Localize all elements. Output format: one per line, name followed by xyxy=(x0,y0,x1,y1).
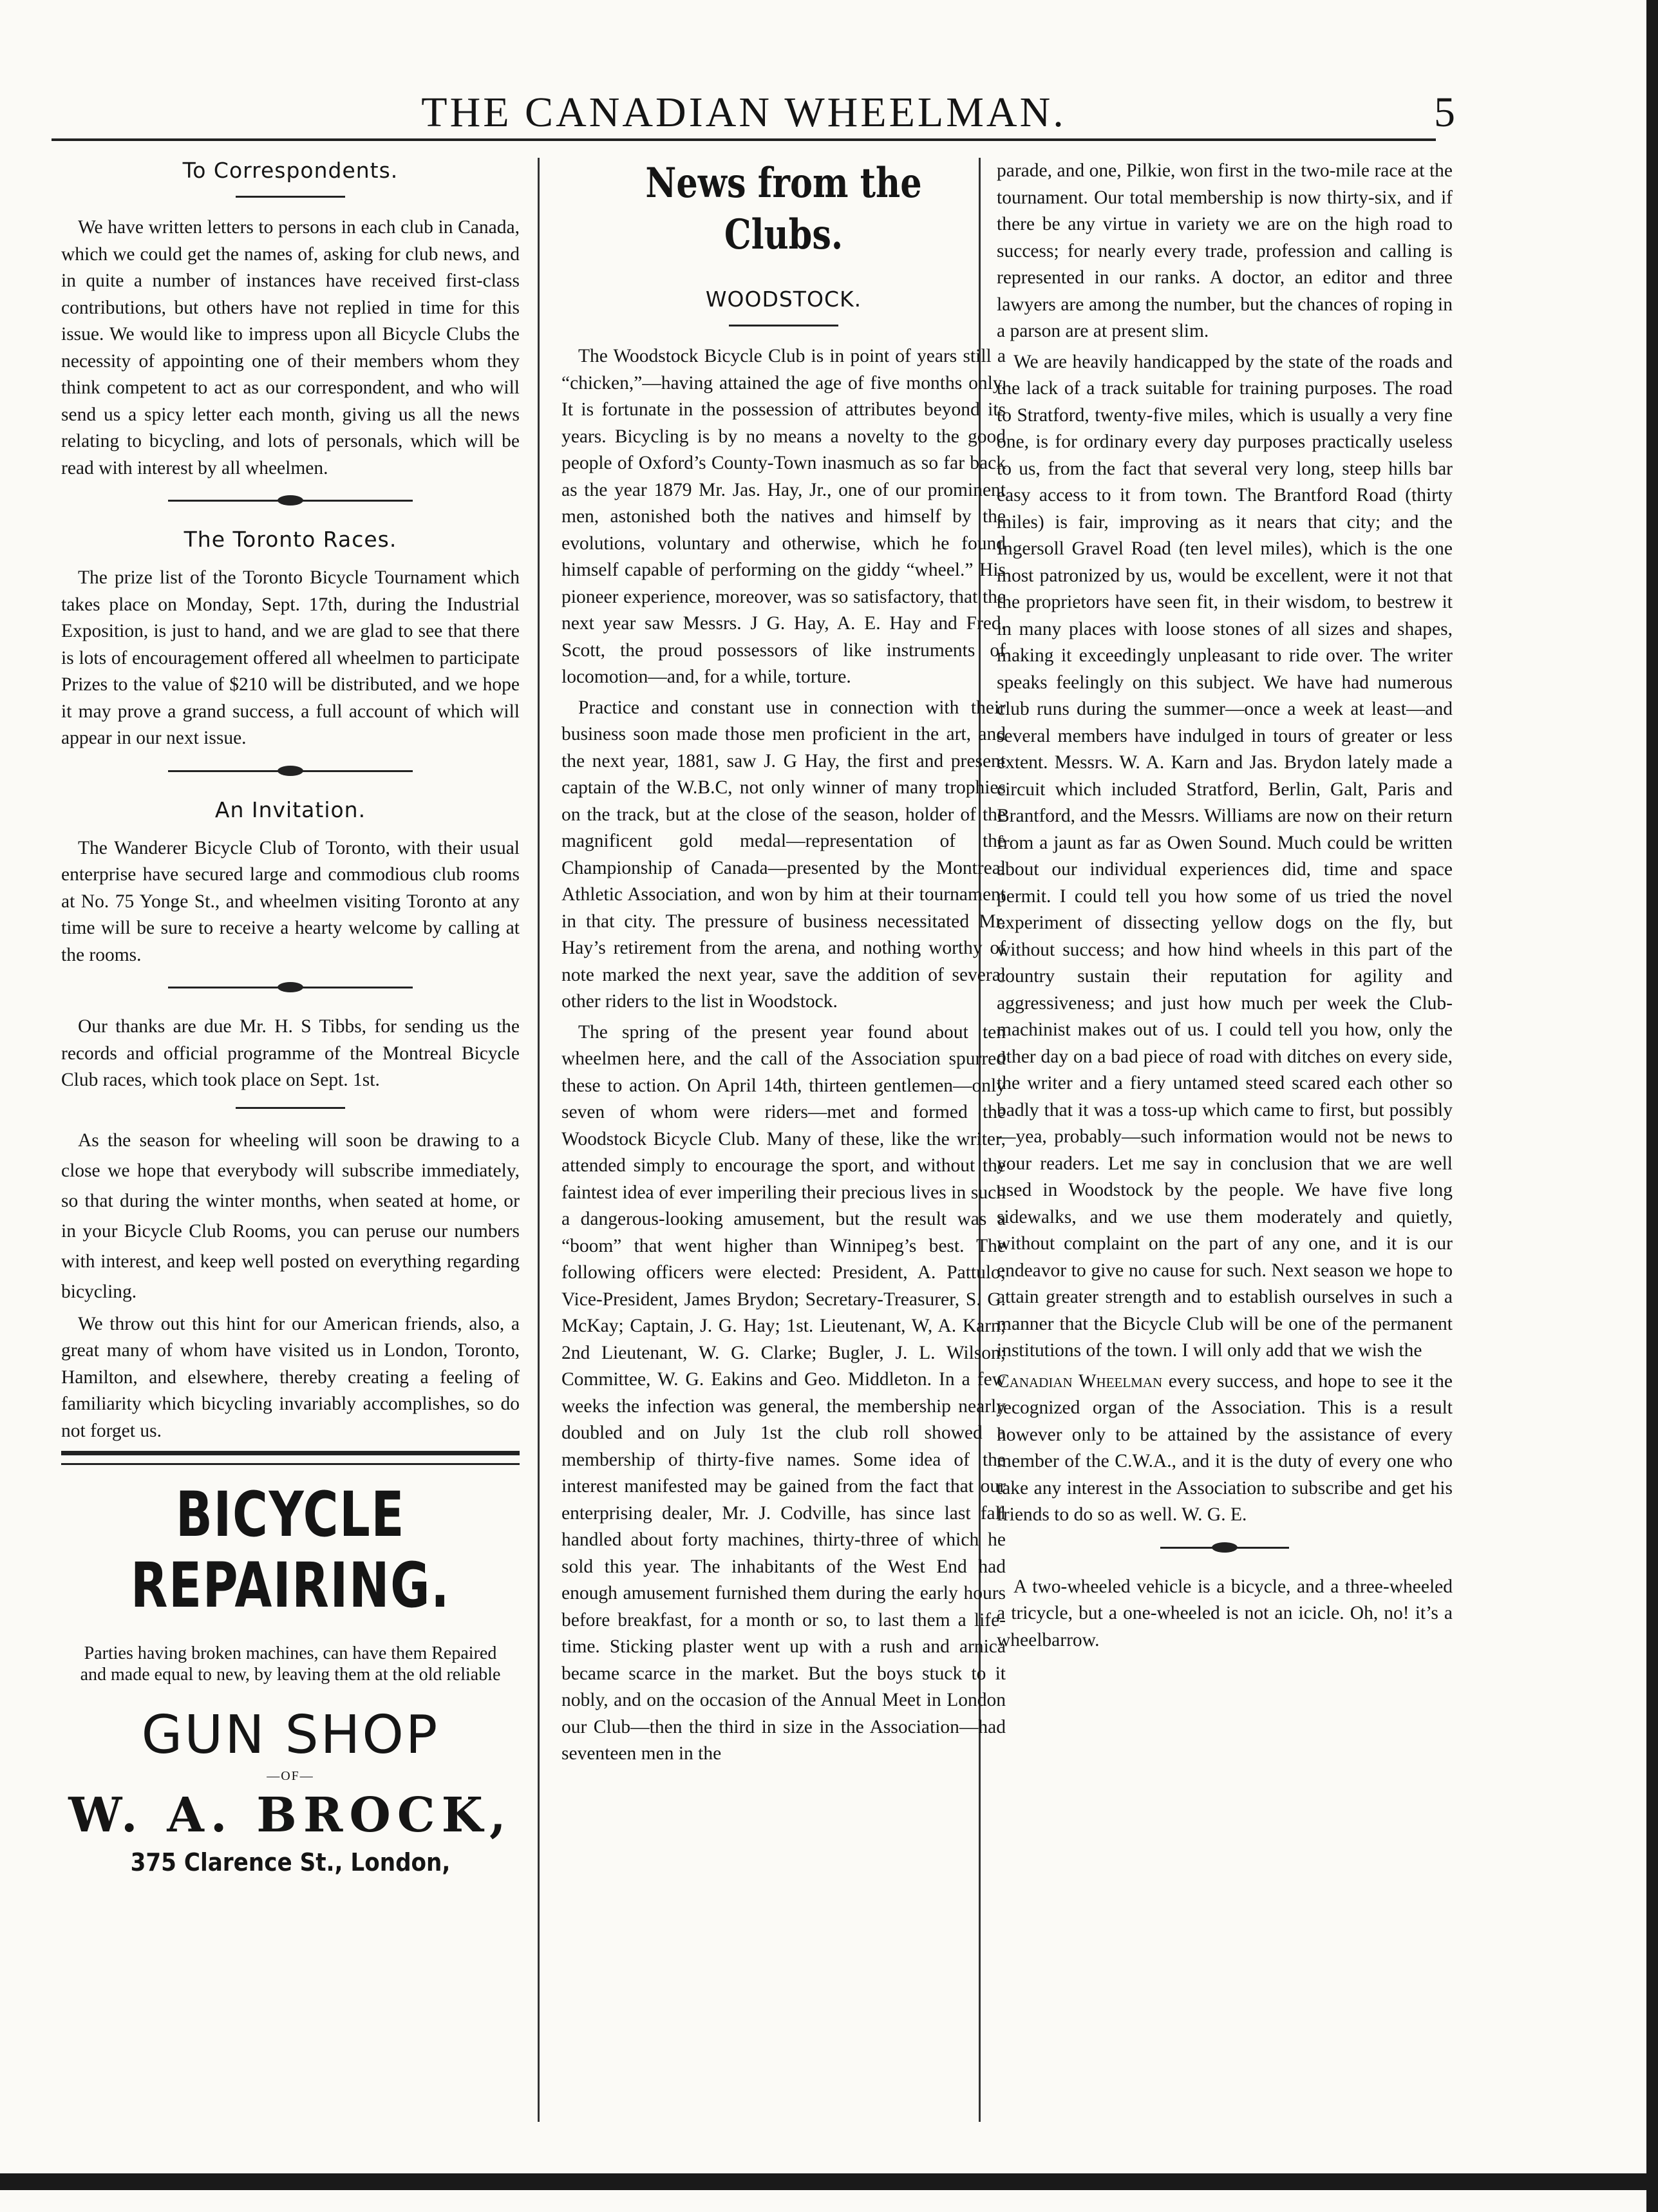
ad-rule-thin xyxy=(61,1463,520,1465)
woodstock-paragraph: Practice and constant use in connection with their business soon made those men proficient in the art, and the next year, 1881, saw J. G Hay, the first and present captain of the W.B.C, not only winner of many trophies on the track, but at the close of the season, holder of the magnificent gold medal—representation of the Championship of Canada—presented by the Montreal Athletic Association, and won by him at their tournament in that city. The pressure of business necessitated Mr. Hay’s retirement from the arena, and nothing worthy of note marked the next year, save the addition of several other riders to the list in Woodstock. xyxy=(561,697,1006,1012)
page-header xyxy=(52,87,1455,141)
column-left xyxy=(61,158,520,2122)
section-ornament xyxy=(168,764,413,778)
woodstock-paragraph: The Woodstock Bicycle Club is in point of years still a “chicken,”—having attained the age of five months only. It is fortunate in the possession of attributes beyond its years. Bicycling is by no means a novelty to the good people of Oxford’s County-Town inasmuch as so far back as the year 1879 Mr. Jas. Hay, Jr., one of our prominent men, astonished both the natives and himself by the evolutions, voluntary and otherwise, which he found himself capable of performing on the giddy “wheel.” His pioneer experience, moreover, was so satisfactory, that the next year saw Messrs. J G. Hay, A. E. Hay and Fred. Scott, the proud possessors of like instruments of locomotion—and, for a while, torture. xyxy=(561,346,1006,687)
woodstock-closing xyxy=(997,1368,1453,1529)
ad-proprietor: W. A. BROCK, xyxy=(68,1788,513,1843)
divider-rule xyxy=(236,1107,345,1109)
ad-rule-thick xyxy=(61,1451,520,1455)
woodstock-paragraph: The spring of the present year found about ten wheelmen here, and the call of the Association spurred these to action. On April 14th, thirteen gentlemen—only seven of whom were riders—met and formed the Woodstock Bicycle Club. Many of these, like the writer, attended simply to encourage the sport, and without the faintest idea of ever imperiling their precious lives in such a dangerous-looking amusement, but the result was a “boom” that went higher than Winnipeg’s best. The following officers were elected: President, A. Pattulo; Vice-President, James Brydon; Secretary-Treasurer, S. G. McKay; Captain, J. G. Hay; 1st. Lieutenant, W, A. Karn; 2nd Lieutenant, W. G. Clarke; Bugler, J. L. Wilson; Committee, W. G. Eakins and Geo. Middleton. In a few weeks the infection was general, the membership nearly doubled and on July 1st the club roll showed a membership of thirty-five names. Some idea of the interest manifested may be gained from the fact that our enterprising dealer, Mr. J. Codville, has since last fall handled about forty machines, thirty-three of which he sold this year. The inhabitants of the West End had enough amusement furnished them during the early hours before breakfast, for a month or so, to last them a life-time. Sticking plaster went up with a rush and arnica became scarce in the market. But the boys stuck to it nobly, and on the occasion of the Annual Meet in London our Club—then the third in size in the Association—had seventeen men in the xyxy=(561,1021,1006,1764)
woodstock-continued: parade, and one, Pilkie, won first in the two-mile race at the tournament. Our total membership is now thirty-six, and if there be any virtue in variety we are on the high road to success; for nearly every trade, profession and calling is represented in our ranks. A doctor, an editor and three lawyers are among the number, but the chances of roping in a parson are at present slim. xyxy=(997,160,1453,341)
heading-rule xyxy=(236,196,345,198)
thanks-text: Our thanks are due Mr. H. S Tibbs, for sending us the records and official programme of the Montreal Bicycle Club races, which took place on Sept. 1st. xyxy=(61,1016,520,1090)
section-ornament xyxy=(168,493,413,507)
heading-rule xyxy=(729,325,838,326)
wheelman-name: Canadian Wheelman xyxy=(997,1370,1163,1392)
ad-body: Parties having broken machines, can have them Repaired and made equal to new, by leaving them at the old reliable xyxy=(80,1643,501,1685)
column-middle xyxy=(561,158,1006,2122)
invitation-text: The Wanderer Bicycle Club of Toronto, with their usual enterprise have secured large and commodious club rooms at No. 75 Yonge St., and wheelmen visiting Toronto at any time will be sure to receive a hearty welcome by calling at the rooms. xyxy=(61,837,520,965)
page-number: 5 xyxy=(1434,89,1455,136)
races-heading: The Toronto Races. xyxy=(184,527,397,552)
correspondents-text: We have written letters to persons in each club in Canada, which we could get the names of, asking for club news, and in quite a number of instances have received first-class contributions, but others have not replied in time for this issue. We would like to impress upon all Bicycle Clubs the necessity of appointing one of their members whom they think competent to act as our correspondent, and who will send us a spicy letter each month, giving us all the news relating to bicycling, and lots of personals, which will be read with interest by all wheelmen. xyxy=(61,217,520,478)
section-masthead: News from the Clubs. xyxy=(645,159,922,259)
bottom-border xyxy=(0,2173,1658,2190)
season-text-1: As the season for wheeling will soon be drawing to a close we hope that everybody will subscribe immediately, so that during the winter months, when seated at home, or in your Bicycle Club Rooms, you can peruse our numbers with interest, and keep well posted on everything regarding bicycling. xyxy=(61,1130,520,1302)
invitation-heading: An Invitation. xyxy=(214,797,366,822)
ad-shop-name: GUN SHOP xyxy=(141,1705,440,1766)
section-ornament xyxy=(168,980,413,994)
column-divider-left xyxy=(538,158,540,2122)
ad-address: 375 Clarence St., London, xyxy=(130,1848,451,1876)
races-text: The prize list of the Toronto Bicycle Tournament which takes place on Monday, Sept. 17th, during the Industrial Exposition, is just to hand, and we are glad to see that there is lots of encouragement offered all wheelmen to participate Prizes to the value of $210 will be distributed, and we hope it may prove a grand success, a full account of which will appear in our next issue. xyxy=(61,567,520,748)
ad-headline: BICYCLE REPAIRING. xyxy=(130,1479,451,1621)
section-ornament xyxy=(1160,1540,1289,1555)
ad-of: —OF— xyxy=(267,1769,314,1783)
column-right xyxy=(997,158,1453,2122)
woodstock-heading: WOODSTOCK. xyxy=(705,287,862,312)
wheelbarrow-joke: A two-wheeled vehicle is a bicycle, and a three-wheeled a tricycle, but a one-wheeled is not an icicle. Oh, no! it’s a wheelbarrow. xyxy=(997,1576,1453,1650)
newspaper-title: THE CANADIAN WHEELMAN. xyxy=(421,89,1066,136)
right-border xyxy=(1646,0,1658,2212)
woodstock-continued: We are heavily handicapped by the state of the roads and the lack of a track suitable for training purposes. The road to Stratford, twenty-five miles, which is usually a very fine one, is for ordinary every day purposes practically useless to us, from the fact that several very long, steep hills bar easy access to it from town. The Brantford Road (thirty miles) is fair, improving as it nears that city; and the Ingersoll Gravel Road (ten level miles), which is the one most patronized by us, would be excellent, were it not that the proprietors have seen fit, in their wisdom, to bestrew it in many places with loose stones of all sizes and shapes, making it exceedingly unpleasant to ride over. The writer speaks feelingly on this subject. We have had numerous club runs during the summer—once a week at least—and several members have indulged in tours of greater or less extent. Messrs. W. A. Karn and Jas. Brydon lately made a circuit which included Stratford, Berlin, Galt, Paris and Brantford, and the Messrs. Williams are now on their return from a jaunt as far as Owen Sound. Much could be written about our individual experiences did, time and space permit. I could tell you how some of us tried the novel experiment of dissecting yellow dogs on the fly, but without success; and how hind wheels in this part of the country sustain their reputation for agility and aggressiveness; and just how much per week the Club-machinist makes out of us. I could tell you how, only the other day on a bad piece of road with ditches on every side, the writer and a fiery untamed steed scared each other so badly that it was a toss-up which came to first, but possibly—yea, probably—such information would not be news to your readers. Let me say in conclusion that we are well used in Woodstock by the people. We have five long sidewalks, and we use them moderately and quietly, without complaint on the part of any one, and it is our endeavor to give no cause for such. Next season we hope to attain greater strength and to establish ourselves in such a manner that the Bicycle Club will be one of the permanent institutions of the town. I will only add that we wish the xyxy=(997,351,1453,1361)
season-text-2: We throw out this hint for our American friends, also, a great many of whom have visited us in London, Toronto, Hamilton, and elsewhere, thereby creating a feeling of familiarity which bicycling invariably accomplishes, so do not forget us. xyxy=(61,1313,520,1441)
closing-text: every success, and hope to see it the recognized organ of the Association. This is a result however only to be attained by the assistance of every member of the C.W.A., and it is the duty of every one who take any interest in the Association to subscribe and get his friends to do so as well. W. G. E. xyxy=(997,1370,1453,1525)
correspondents-heading: To Correspondents. xyxy=(182,158,399,183)
